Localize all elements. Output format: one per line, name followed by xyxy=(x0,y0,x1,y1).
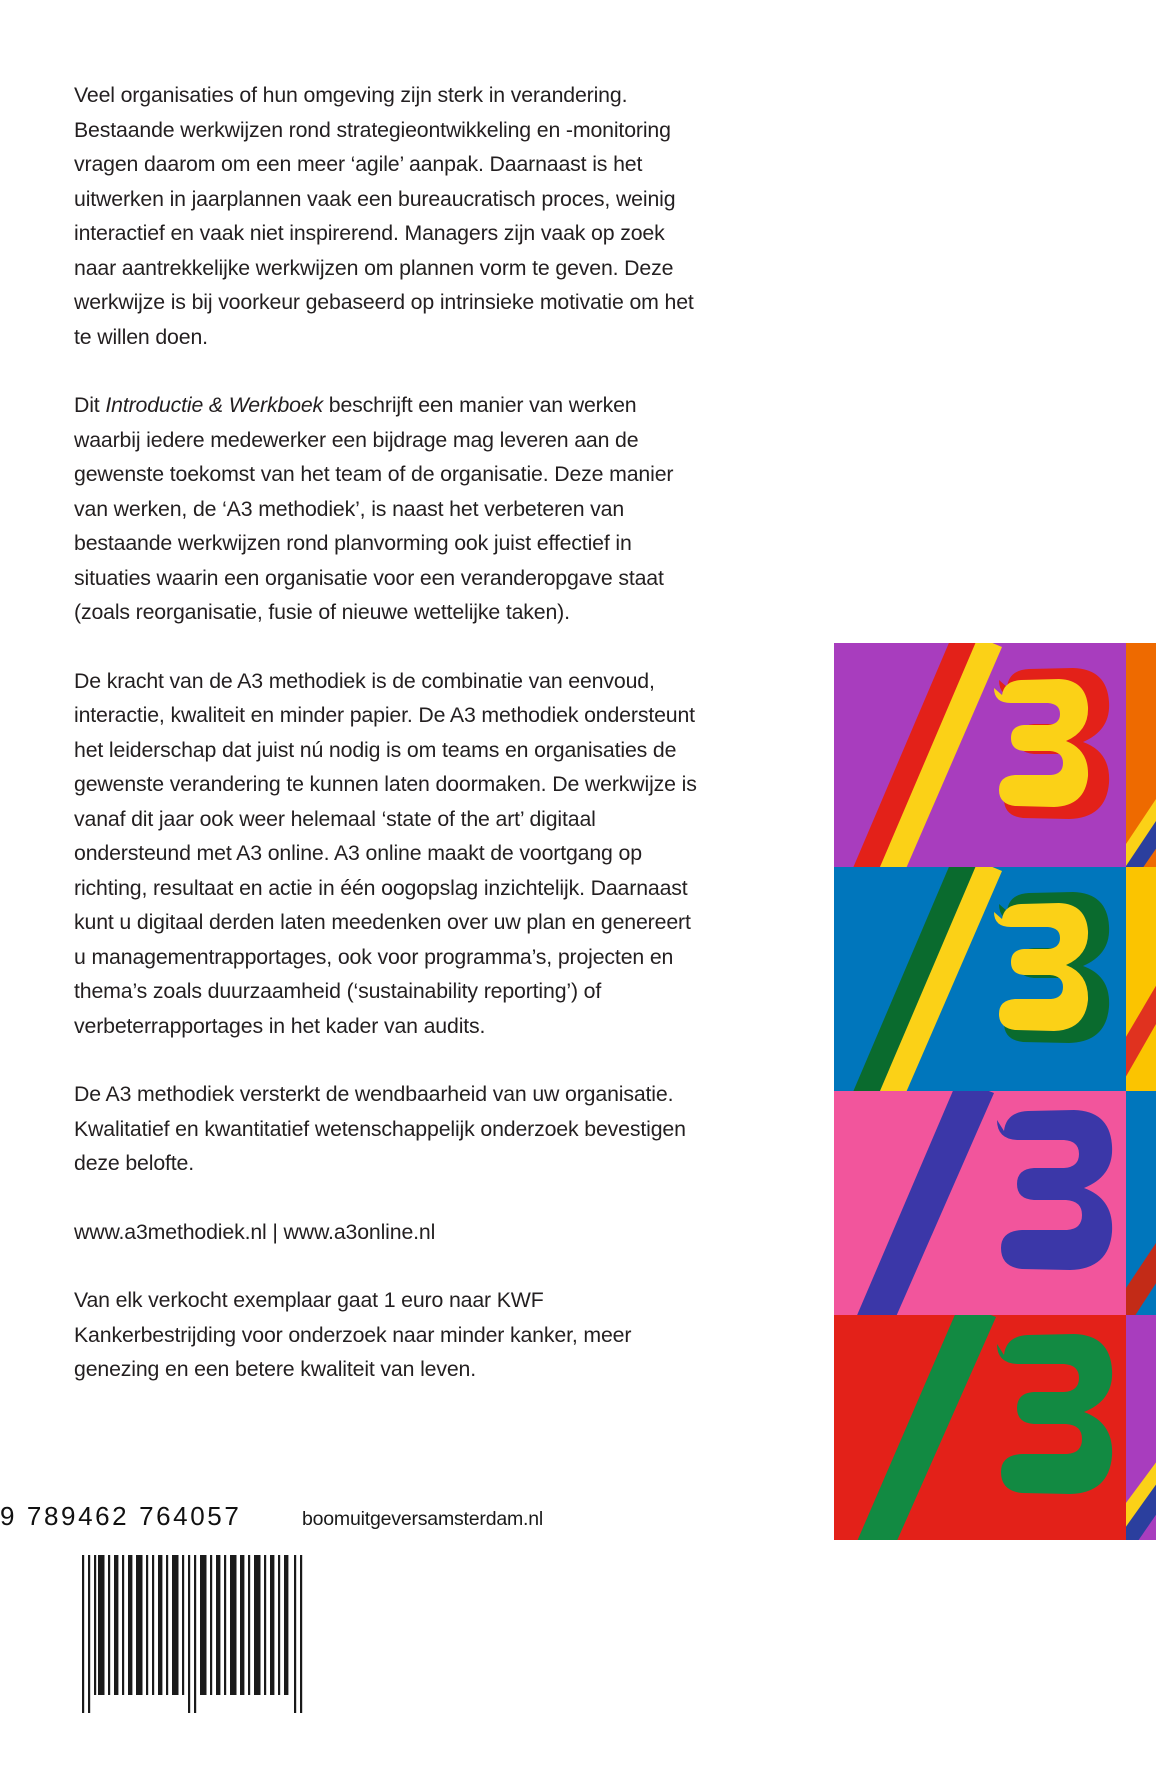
paragraph-intro: Veel organisaties of hun omgeving zijn sterk in verandering. Bestaande werkwijzen rond strategieontwikkeling en -monitoring vragen daarom om een meer ‘agile’ aanpak. Daarnaast is het uitwerken in jaarplannen vaak een bureaucratisch proces, weinig interactief en vaak niet inspirerend. Managers zijn vaak op zoek naar aantrekkelijke werkwijzen om plannen vorm te geven. Deze werkwijze is bij voorkeur gebaseerd op intrinsieke motivatie om het te willen doen. xyxy=(74,83,694,349)
artwork-right-strip xyxy=(1126,643,1156,1540)
artwork-panel-3 xyxy=(834,1315,1126,1540)
artwork-main-column xyxy=(834,643,1126,1540)
isbn-barcode xyxy=(80,1555,315,1713)
panel-3-graphic xyxy=(834,1315,1126,1540)
paragraph-strength: De kracht van de A3 methodiek is de combinatie van eenvoud, interactie, kwaliteit en minder papier. De A3 methodiek ondersteunt het leiderschap dat juist nú nodig is om teams en organisaties de gewenste verandering te kunnen laten doormaken. De werkwijze is vanaf dit jaar ook weer helemaal ‘state of the art’ digitaal ondersteund met A3 online. A3 online maakt de voortgang op richting, resultaat en actie in één oogopslag inzichtelijk. Daarnaast kunt u digitaal derden laten meedenken over uw plan en genereert u managementrapportages, ook voor programma’s, projecten en thema’s zoals duurzaamheid (‘sustainability reporting’) of verbeterrapportages in het kader van audits. xyxy=(74,668,697,1038)
artwork-strip-cell-3 xyxy=(1126,1315,1156,1540)
paragraph-research: De A3 methodiek versterkt de wendbaarheid van uw organisatie. Kwalitatief en kwantitatief wetenschappelijk onderzoek bevestigen deze belofte. xyxy=(74,1082,686,1175)
paragraph-websites: www.a3methodiek.nl | www.a3online.nl xyxy=(74,1219,436,1244)
panel-0-graphic xyxy=(834,643,1126,867)
artwork-panel-2 xyxy=(834,1091,1126,1315)
book-title-italic: Introductie & Werkboek xyxy=(105,393,324,417)
artwork-panel-0 xyxy=(834,643,1126,867)
barcode-bars xyxy=(80,1555,315,1713)
barcode-number: 9 789462 764057 xyxy=(0,1501,242,1531)
cover-artwork xyxy=(834,643,1156,1540)
publisher-website: boomuitgeversamsterdam.nl xyxy=(302,1508,544,1530)
panel-1-graphic xyxy=(834,867,1126,1091)
artwork-strip-cell-0 xyxy=(1126,643,1156,867)
strip-1-graphic xyxy=(1126,867,1156,1091)
paragraph-charity: Van elk verkocht exemplaar gaat 1 euro naar KWF Kankerbestrijding voor onderzoek naar minder kanker, meer genezing en een betere kwaliteit van leven. xyxy=(74,1288,632,1381)
artwork-strip-cell-2 xyxy=(1126,1091,1156,1315)
paragraph-rest: beschrijft een manier van werken waarbij iedere medewerker een bijdrage mag leveren aan de gewenste toekomst van het team of de organisatie. Deze manier van werken, de ‘A3 methodiek’, is naast het verbeteren van bestaande werkwijzen rond planvorming ook juist effectief in situaties waarin een organisatie voor een veranderopgave staat (zoals reorganisatie, fusie of nieuwe wettelijke taken). xyxy=(74,393,674,624)
strip-0-graphic xyxy=(1126,643,1156,867)
strip-2-graphic xyxy=(1126,1091,1156,1315)
paragraph-lead: Dit xyxy=(74,393,106,417)
strip-3-graphic xyxy=(1126,1315,1156,1540)
back-cover-blurb xyxy=(74,78,706,1387)
artwork-strip-cell-1 xyxy=(1126,867,1156,1091)
panel-2-graphic xyxy=(834,1091,1126,1315)
paragraph-book-description xyxy=(74,388,706,630)
artwork-panel-1 xyxy=(834,867,1126,1091)
